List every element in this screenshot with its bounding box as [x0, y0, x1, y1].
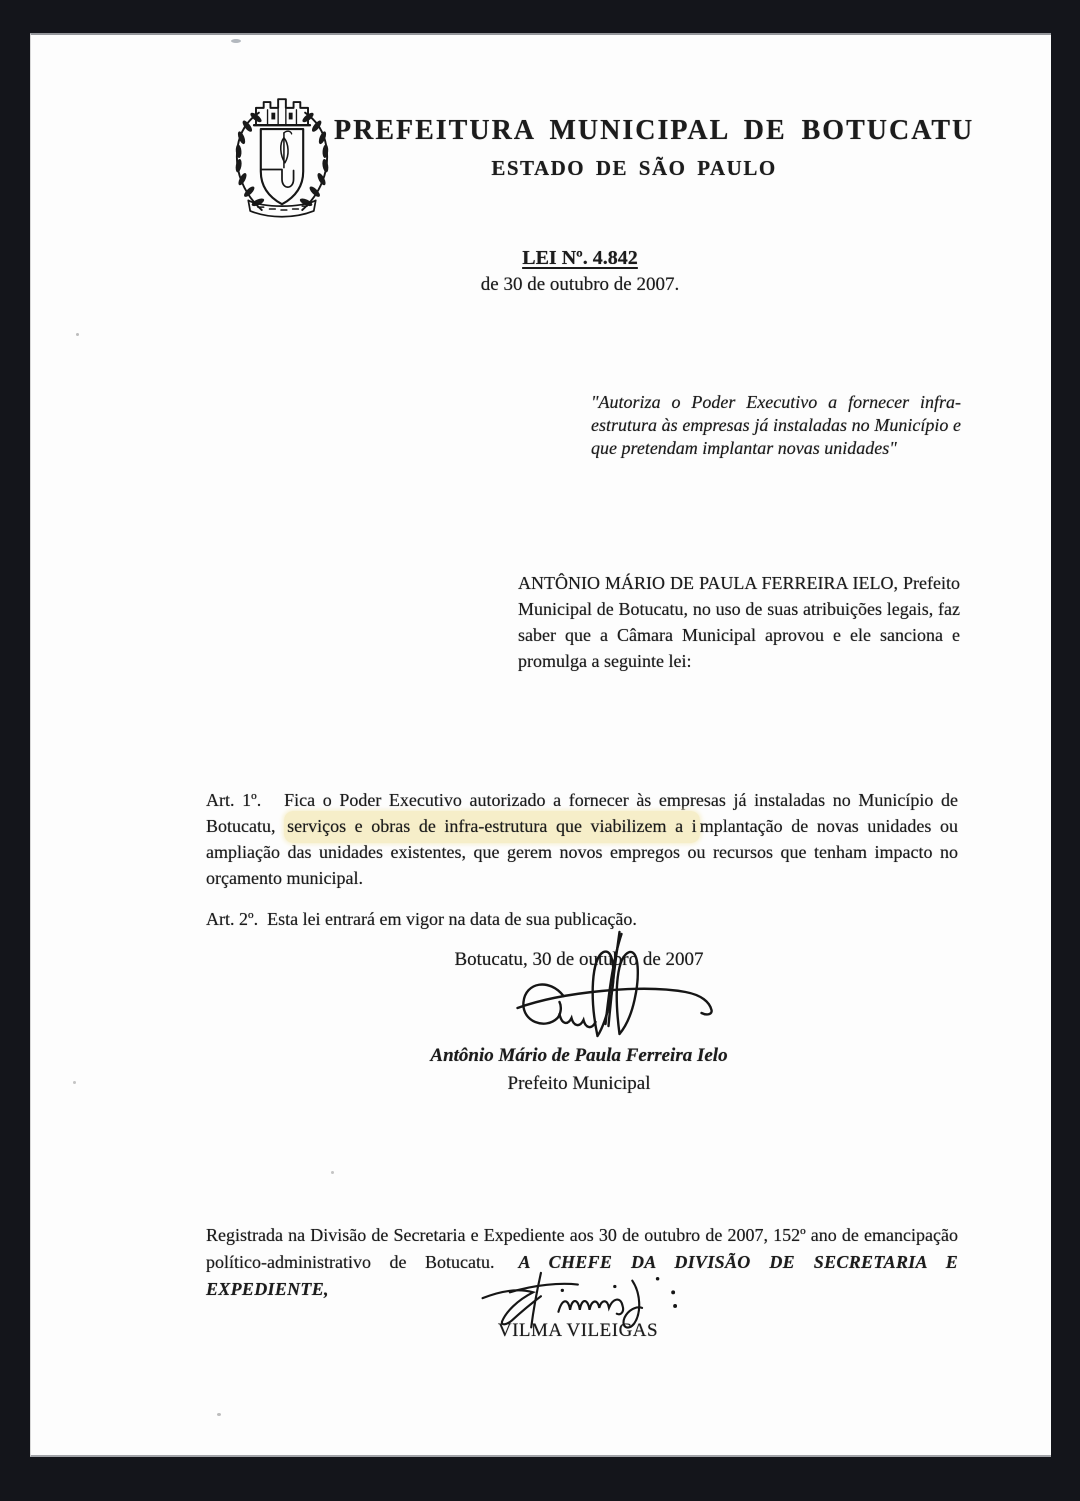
scan-speck: [73, 1081, 76, 1084]
scan-speck: [217, 1413, 221, 1416]
scan-speck: [331, 1171, 334, 1174]
epigraph: "Autoriza o Poder Executivo a fornecer infra-estrutura às empresas já instaladas no Município e que pretendam implantar novas unidades": [591, 392, 961, 458]
document-page: [30, 33, 1051, 1457]
law-date: de 30 de outubro de 2007.: [480, 274, 680, 295]
article-1: [206, 787, 958, 891]
org-name: PREFEITURA MUNICIPAL DE BOTUCATU: [334, 115, 975, 146]
scan-speck: [76, 333, 79, 336]
article-2: Art. 2º. Esta lei entrará em vigor na data de sua publicação.: [206, 909, 637, 929]
article-1-text-after: mplantação de novas unidades ou ampliação das unidades existentes, que gerem novos empregos ou recursos que tenham impacto no orçamento municipal.: [206, 816, 958, 888]
preamble: ANTÔNIO MÁRIO DE PAULA FERREIRA IELO, Prefeito Municipal de Botucatu, no uso de suas atribuições legais, faz saber que a Câmara Municipal aprovou e ele sanciona e promulga a seguinte lei:: [518, 573, 960, 671]
registration-text: Registrada na Divisão de Secretaria e Expediente aos 30 de outubro de 2007, 152º ano de emancipação político-administrativo de Botucatu.: [206, 1225, 958, 1272]
clerk-name: VILMA VILEIGAS: [497, 1320, 659, 1341]
place-date-line: Botucatu, 30 de outubro de 2007: [454, 949, 704, 970]
article-1-text-before: Art. 1º. Fica o Poder Executivo autorizado a fornecer às empresas já instaladas no Município de Botucatu,: [206, 790, 958, 836]
state-line: ESTADO DE SÃO PAULO: [491, 156, 777, 180]
mayor-name: Antônio Mário de Paula Ferreira Ielo: [430, 1045, 728, 1066]
coat-of-arms-icon: [229, 91, 335, 223]
mayor-title: Prefeito Municipal: [507, 1073, 651, 1094]
scan-speck: [231, 39, 241, 43]
law-heading: [280, 247, 880, 296]
highlighted-text: serviços e obras de infra-estrutura que viabilizem a i: [284, 811, 700, 843]
registration-clerk-title: A CHEFE DA DIVISÃO DE SECRETARIA E EXPEDIENTE,: [206, 1252, 958, 1299]
letterhead: [334, 115, 975, 181]
mayor-signature-icon: [499, 928, 734, 1053]
law-number: LEI Nº. 4.842: [522, 247, 638, 269]
